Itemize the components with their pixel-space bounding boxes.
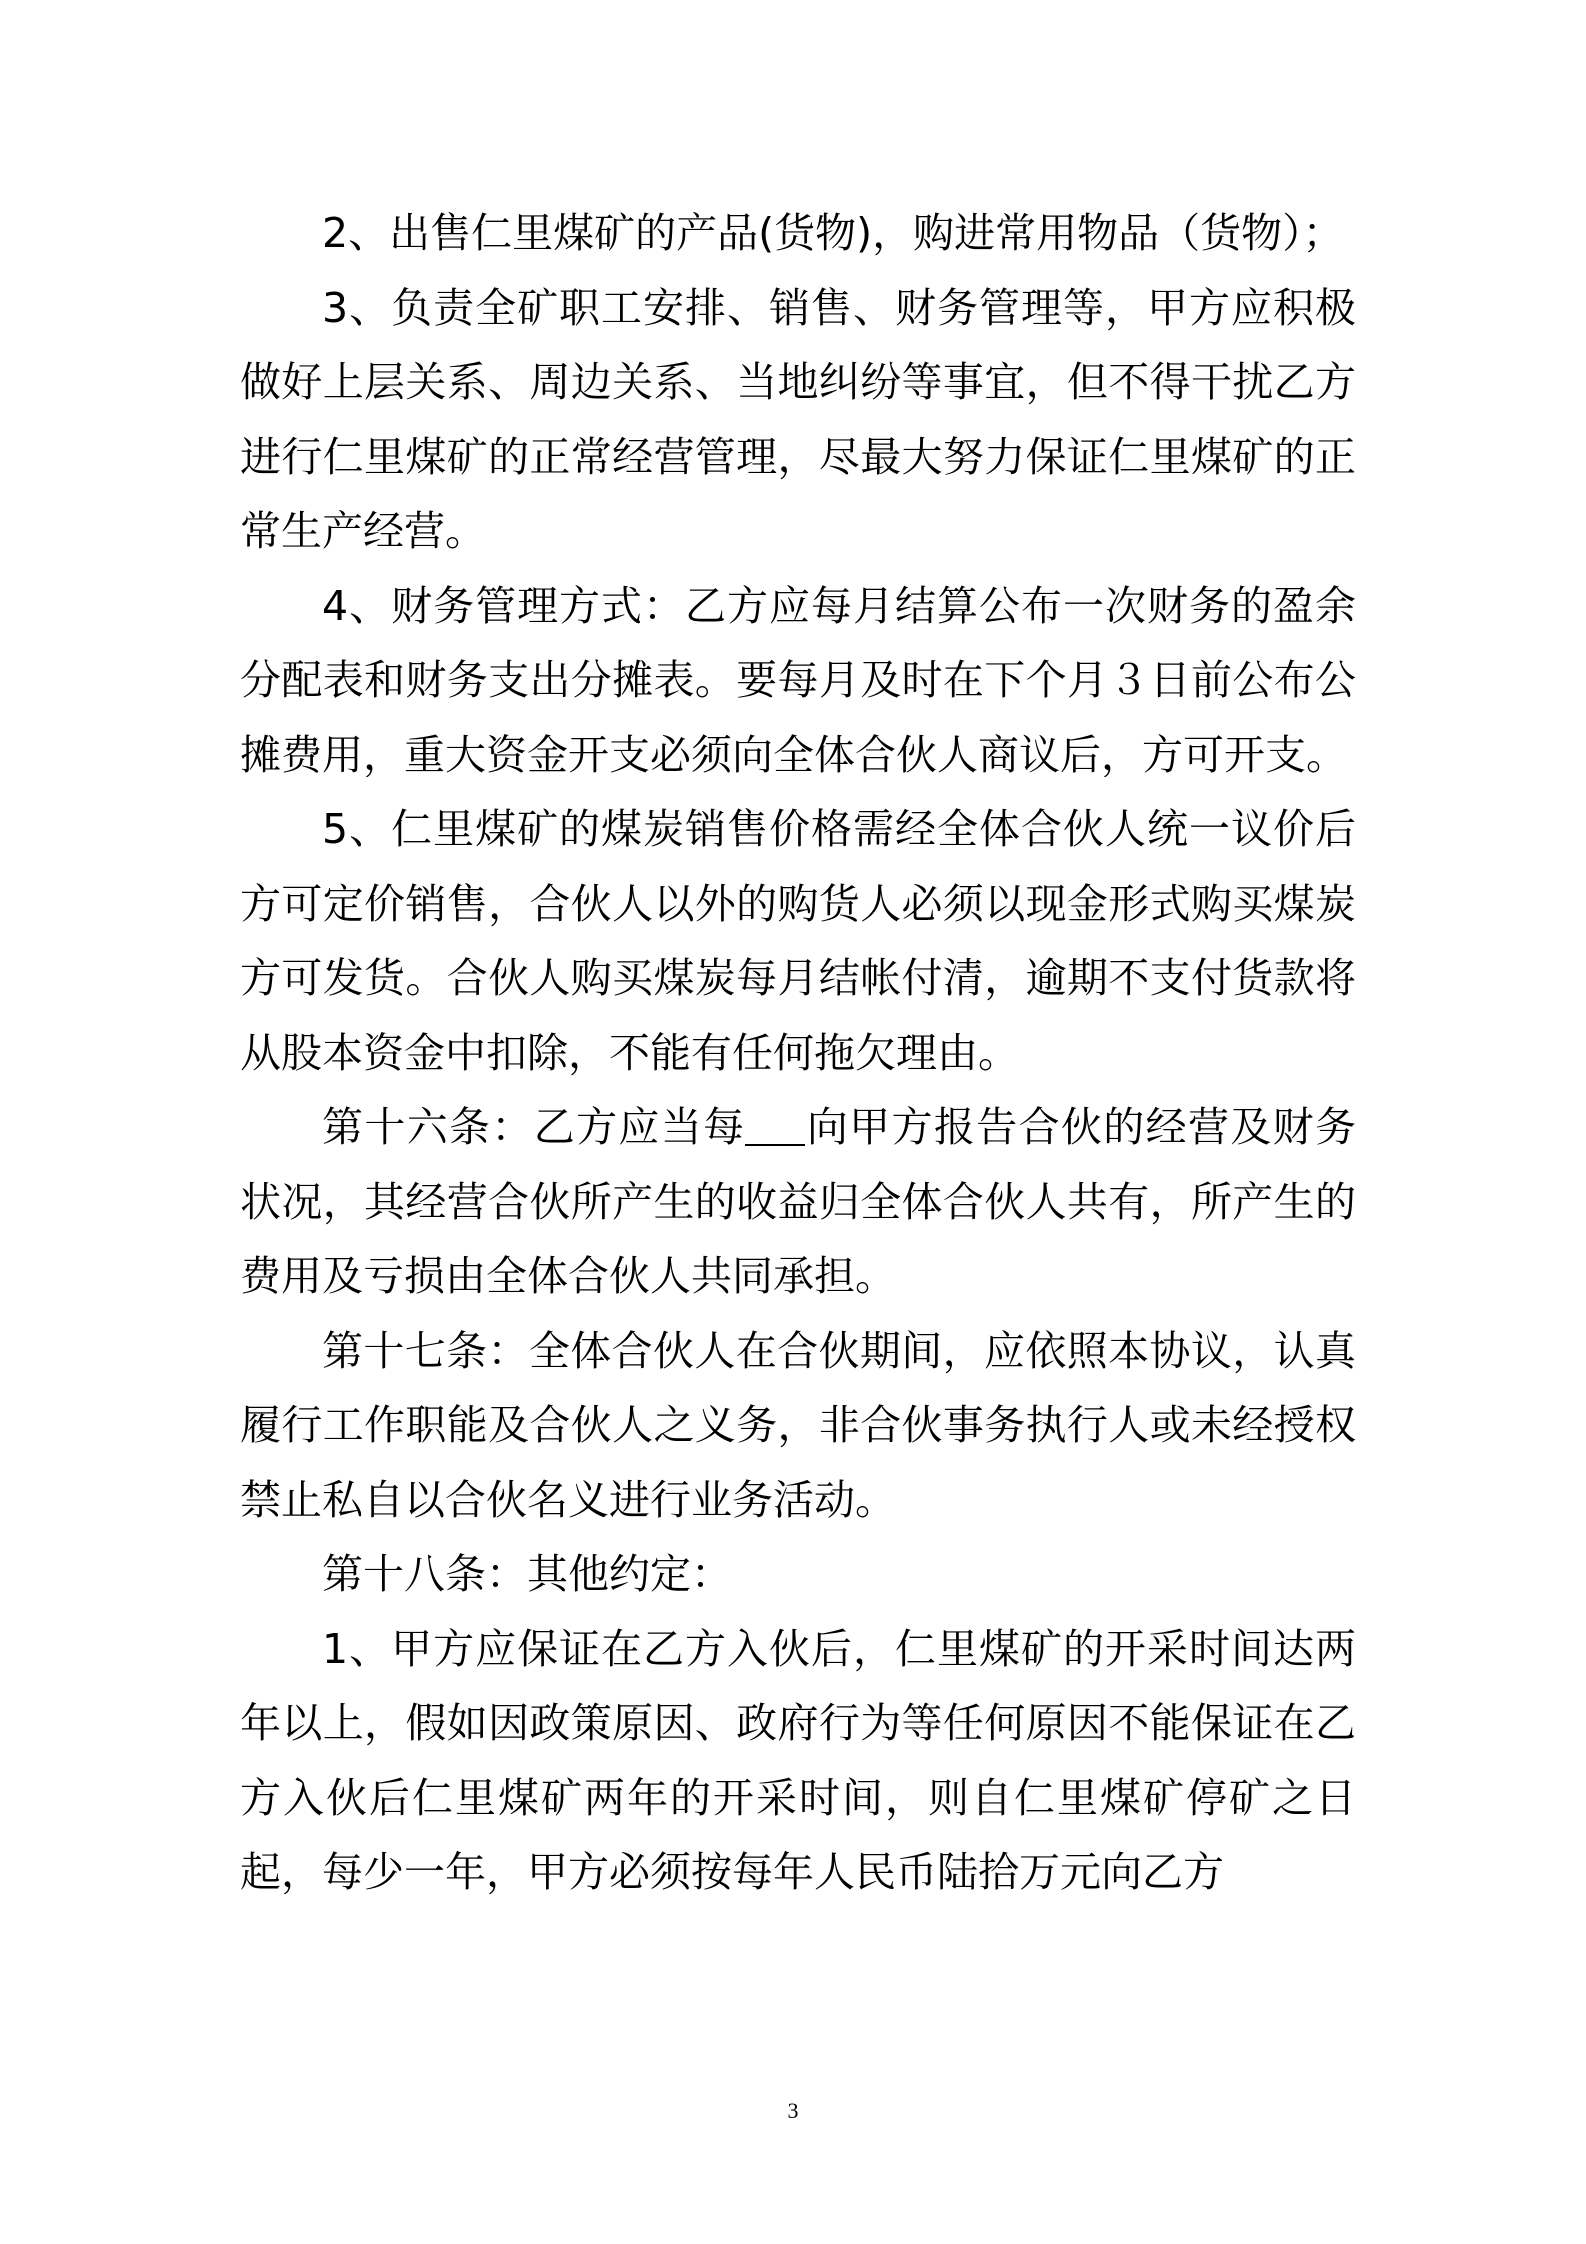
article-17: 第十七条：全体合伙人在合伙期间，应依照本协议，认真履行工作职能及合伙人之义务，非合伙事务执行人或未经授权禁止私自以合伙名义进行业务活动。 (240, 1326, 1356, 1524)
paragraph-item-3: 3、负责全矿职工安排、销售、财务管理等，甲方应积极做好上层关系、周边关系、当地纠纷等事宜，但不得干扰乙方进行仁里煤矿的正常经营管理，尽最大努力保证仁里煤矿的正常生产经营。 (240, 283, 1356, 555)
article-18-item-1: 1、甲方应保证在乙方入伙后，仁里煤矿的开采时间达两年以上，假如因政策原因、政府行为等任何原因不能保证在乙方入伙后仁里煤矿两年的开采时间，则自仁里煤矿停矿之日起，每少一年，甲方必须按每年人民币陆拾万元向乙方 (240, 1624, 1356, 1896)
paragraph-financial-management: 4、财务管理方式：乙方应每月结算公布一次财务的盈余分配表和财务支出分摊表。要每月及时在下个月３日前公布公摊费用，重大资金开支必须向全体合伙人商议后，方可开支。 (240, 581, 1356, 779)
article-18-heading: 第十八条：其他约定： (322, 1550, 732, 1598)
article-16 (240, 1090, 1356, 1314)
article-16-text-after: 向甲方报告合伙的经营及财务状况，其经营合伙所产生的收益归全体合伙人共有，所产生的费用及亏损由全体合伙人共同承担。 (240, 1103, 1357, 1300)
document-body (240, 196, 1356, 1910)
paragraph-item-2: 2、出售仁里煤矿的产品(货物)，购进常用物品（货物）； (322, 209, 1344, 257)
page-number: 3 (787, 2098, 799, 2123)
paragraph-coal-pricing: 5、仁里煤矿的煤炭销售价格需经全体合伙人统一议价后方可定价销售，合伙人以外的购货人必须以现金形式购买煤炭方可发货。合伙人购买煤炭每月结帐付清，逾期不支付货款将从股本资金中扣除，不能有任何拖欠理由。 (240, 805, 1356, 1077)
article-16-text-before: 第十六条：乙方应当每 (322, 1103, 746, 1151)
fill-in-blank (745, 1101, 805, 1146)
